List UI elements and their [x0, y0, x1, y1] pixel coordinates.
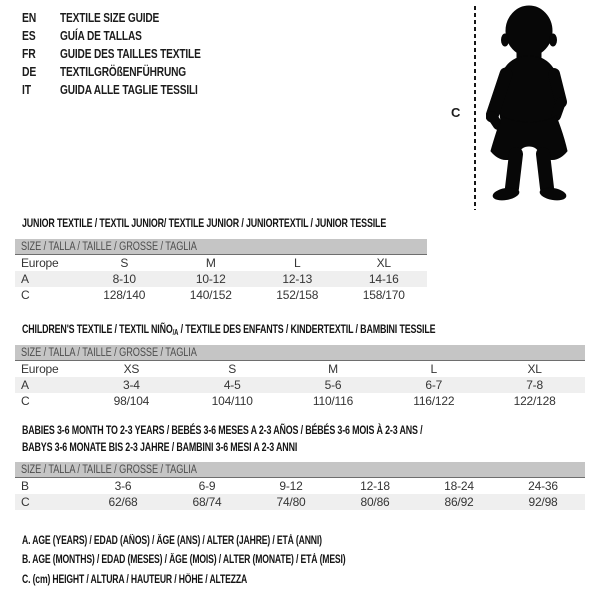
- table-cell: 68/74: [192, 495, 222, 509]
- table-cell: 6-7: [425, 378, 443, 392]
- table-body: [15, 478, 585, 510]
- height-marker-label: C: [451, 105, 461, 120]
- table-row: [15, 361, 585, 377]
- footnote-text: B. AGE (MONTHS) / EDAD (MESES) / ÂGE (MOIS) / ALTER (MONATE) / ETÀ (MESI): [22, 554, 346, 567]
- table-cell: XL: [527, 362, 542, 376]
- table-row: [15, 271, 427, 287]
- table-row: [15, 377, 585, 393]
- table-body: [15, 255, 427, 303]
- table-cell: 122/128: [513, 394, 556, 408]
- language-code: DE: [22, 63, 37, 79]
- baby-silhouette-icon: [486, 4, 578, 206]
- babies-table-title-line1: [22, 422, 563, 439]
- table-cell: M: [328, 362, 338, 376]
- language-title: GUIDE DES TAILLES TEXTILE: [60, 45, 201, 61]
- row-label: C: [21, 394, 30, 408]
- childrens-table-title-text: [22, 322, 435, 336]
- size-header-bar: [15, 239, 427, 255]
- table-cell: 140/152: [189, 288, 232, 302]
- table-cell: 5-6: [324, 378, 342, 392]
- row-label: Europe: [21, 362, 59, 376]
- row-label: A: [21, 272, 29, 286]
- title-text: BABYS 3-6 MONATE BIS 2-3 JAHRE / BAMBINI 3-6 MESI A 2-3 ANNI: [22, 440, 298, 454]
- table-cell: 110/116: [312, 394, 354, 408]
- junior-textile-table: [15, 239, 427, 303]
- table-cell: 18-24: [444, 479, 474, 493]
- table-cell: 7-8: [526, 378, 543, 392]
- table-cell: 92/98: [528, 495, 558, 509]
- babies-table-title: [22, 422, 563, 456]
- table-cell: 12-18: [360, 479, 390, 493]
- height-dashed-line: [474, 6, 476, 210]
- size-header-bar: [15, 462, 585, 478]
- table-row: [15, 478, 585, 494]
- title-text: BABIES 3-6 MONTH TO 2-3 YEARS / BEBÉS 3-6 MESES A 2-3 AÑOS / BÉBÉS 3-6 MOIS À 2-3 ANS /: [22, 423, 423, 437]
- size-header-text: SIZE / TALLA / TAILLE / GRÖSSE / TAGLIA: [21, 346, 197, 359]
- table-cell: S: [120, 256, 129, 270]
- language-title: GUÍA DE TALLAS: [60, 27, 142, 43]
- language-title: TEXTILE SIZE GUIDE: [60, 9, 160, 25]
- table-row: [15, 287, 427, 303]
- table-cell: 86/92: [444, 495, 474, 509]
- title-part: / TEXTILE DES ENFANTS / KINDERTEXTIL / BAMBINI TESSILE: [178, 322, 436, 336]
- table-cell: 128/140: [103, 288, 146, 302]
- row-label: C: [21, 288, 30, 302]
- table-row: [15, 255, 427, 271]
- table-cell: 4-5: [223, 378, 241, 392]
- table-cell: 152/158: [276, 288, 319, 302]
- table-cell: 12-13: [282, 272, 313, 286]
- table-cell: 116/122: [413, 394, 455, 408]
- table-cell: S: [228, 362, 237, 376]
- language-title-list: [22, 8, 240, 98]
- footnote-c: [22, 570, 453, 590]
- footnote-text: A. AGE (YEARS) / EDAD (AÑOS) / ÂGE (ANS) / ALTER (JAHRE) / ETÀ (ANNI): [22, 534, 322, 547]
- table-cell: 3-4: [123, 378, 140, 392]
- table-cell: 14-16: [368, 272, 399, 286]
- row-label: B: [21, 479, 29, 493]
- size-header-bar: [15, 345, 585, 361]
- table-cell: XL: [376, 256, 391, 270]
- legend-footnotes: [22, 531, 453, 590]
- language-code: EN: [22, 9, 37, 25]
- junior-table-title: [22, 216, 514, 230]
- list-item: [22, 26, 240, 44]
- table-cell: 104/110: [211, 394, 253, 408]
- size-header-text: SIZE / TALLA / TAILLE / GRÖSSE / TAGLIA: [21, 240, 197, 253]
- row-label: C: [21, 495, 30, 509]
- childrens-table-title: [22, 322, 581, 336]
- table-cell: 158/170: [362, 288, 405, 302]
- list-item: [22, 8, 240, 26]
- table-cell: 9-12: [279, 479, 303, 493]
- size-header-text: SIZE / TALLA / TAILLE / GRÖSSE / TAGLIA: [21, 463, 197, 476]
- table-cell: 98/104: [113, 394, 150, 408]
- title-subscript: /A: [172, 328, 179, 337]
- language-code: IT: [22, 81, 31, 97]
- table-cell: 6-9: [198, 479, 216, 493]
- footnote-b: [22, 551, 453, 571]
- table-cell: 62/68: [108, 495, 138, 509]
- language-code: ES: [22, 27, 36, 43]
- table-cell: M: [205, 256, 216, 270]
- list-item: [22, 44, 240, 62]
- table-cell: XS: [123, 362, 140, 376]
- language-title: GUIDA ALLE TAGLIE TESSILI: [60, 81, 198, 97]
- junior-table-title-text: JUNIOR TEXTILE / TEXTIL JUNIOR/ TEXTILE JUNIOR / JUNIORTEXTIL / JUNIOR TESSILE: [22, 216, 387, 230]
- table-row: [15, 494, 585, 510]
- table-row: [15, 393, 585, 409]
- title-part: CHILDREN'S TEXTILE / TEXTIL NIÑO: [22, 322, 173, 336]
- footnote-a: [22, 531, 453, 551]
- row-label: Europe: [21, 256, 59, 270]
- table-cell: 8-10: [112, 272, 136, 286]
- table-cell: 80/86: [360, 495, 390, 509]
- table-cell: 24-36: [528, 479, 558, 493]
- table-cell: L: [294, 256, 301, 270]
- table-cell: L: [430, 362, 438, 376]
- list-item: [22, 62, 240, 80]
- language-title: TEXTILGRÖßENFÜHRUNG: [60, 63, 187, 79]
- language-code: FR: [22, 45, 36, 61]
- row-label: A: [21, 378, 29, 392]
- footnote-text: C. (cm) HEIGHT / ALTURA / HAUTEUR / HÖHE / ALTEZZA: [22, 573, 248, 586]
- table-cell: 3-6: [114, 479, 132, 493]
- childrens-textile-table: [15, 345, 585, 409]
- table-body: [15, 361, 585, 409]
- table-cell: 10-12: [195, 272, 226, 286]
- babies-textile-table: [15, 462, 585, 510]
- table-cell: 74/80: [276, 495, 306, 509]
- babies-table-title-line2: [22, 439, 563, 456]
- list-item: [22, 80, 240, 98]
